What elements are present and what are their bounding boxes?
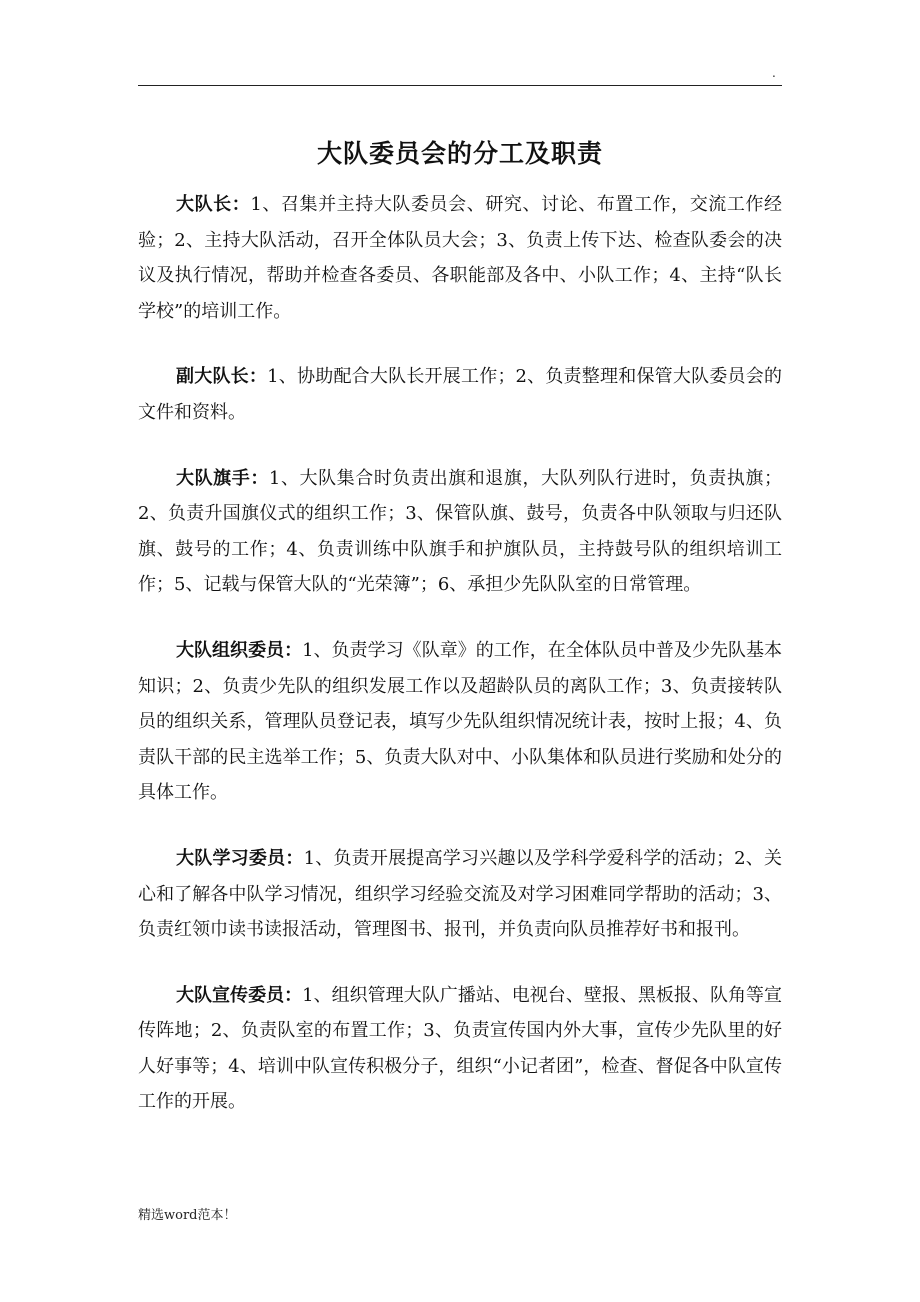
role-duties: 1、负责开展提高学习兴趣以及学科学爱科学的活动；2、关心和了解各中队学习情况，组织学习经验交流及对学习困难同学帮助的活动；3、负责红领巾读书读报活动，管理图书、报刊，并负责向队员推荐好书和报刊。	[138, 847, 783, 941]
role-duties: 1、负责学习《队章》的工作，在全体队员中普及少先队基本知识；2、负责少先队的组织发展工作以及超龄队员的离队工作；3、负责接转队员的组织关系，管理队员登记表，填写少先队组织情况统计表，按时上报；4、负责队干部的民主选举工作；5、负责大队对中、小队集体和队员进行奖励和处分的具体工作。	[138, 639, 783, 804]
role-duties: 1、协助配合大队长开展工作；2、负责整理和保管大队委员会的文件和资料。	[138, 366, 782, 423]
role-label: 副大队长：	[176, 366, 268, 388]
header-rule	[138, 85, 782, 86]
role-label: 大队组织委员：	[176, 639, 303, 661]
role-label: 大队长：	[176, 194, 251, 215]
section-flag-bearer	[138, 461, 782, 603]
role-duties: 1、召集并主持大队委员会、研究、讨论、布置工作，交流工作经验；2、主持大队活动，召开全体队员大会；3、负责上传下达、检查队委会的决议及执行情况，帮助并检查各委员、各职能部及各中、小队工作；4、主持“队长学校”的培训工作。	[138, 194, 783, 322]
role-label: 大队学习委员：	[176, 847, 304, 869]
section-publicity-member	[138, 978, 782, 1120]
section-team-leader	[138, 187, 782, 329]
header-mark: .	[772, 66, 776, 80]
role-label: 大队旗手：	[176, 467, 269, 489]
section-deputy-leader	[138, 359, 782, 430]
document-body	[138, 187, 782, 1150]
footer-note: 精选word范本！	[138, 1208, 237, 1223]
document-title: 大队委员会的分工及职责	[316, 138, 603, 168]
section-organization-member	[138, 633, 782, 811]
role-label: 大队宣传委员：	[176, 984, 303, 1006]
section-study-member	[138, 841, 782, 948]
role-duties: 1、组织管理大队广播站、电视台、壁报、黑板报、队角等宣传阵地；2、负责队室的布置工作；3、负责宣传国内外大事，宣传少先队里的好人好事等；4、培训中队宣传积极分子，组织“小记者团”，检查、督促各中队宣传工作的开展。	[138, 984, 783, 1113]
role-duties: 1、大队集合时负责出旗和退旗，大队列队行进时，负责执旗；2、负责升国旗仪式的组织工作；3、保管队旗、鼓号，负责各中队领取与归还队旗、鼓号的工作；4、负责训练中队旗手和护旗队员，主持鼓号队的组织培训工作；5、记载与保管大队的“光荣簿”；6、承担少先队队室的日常管理。	[138, 467, 783, 596]
